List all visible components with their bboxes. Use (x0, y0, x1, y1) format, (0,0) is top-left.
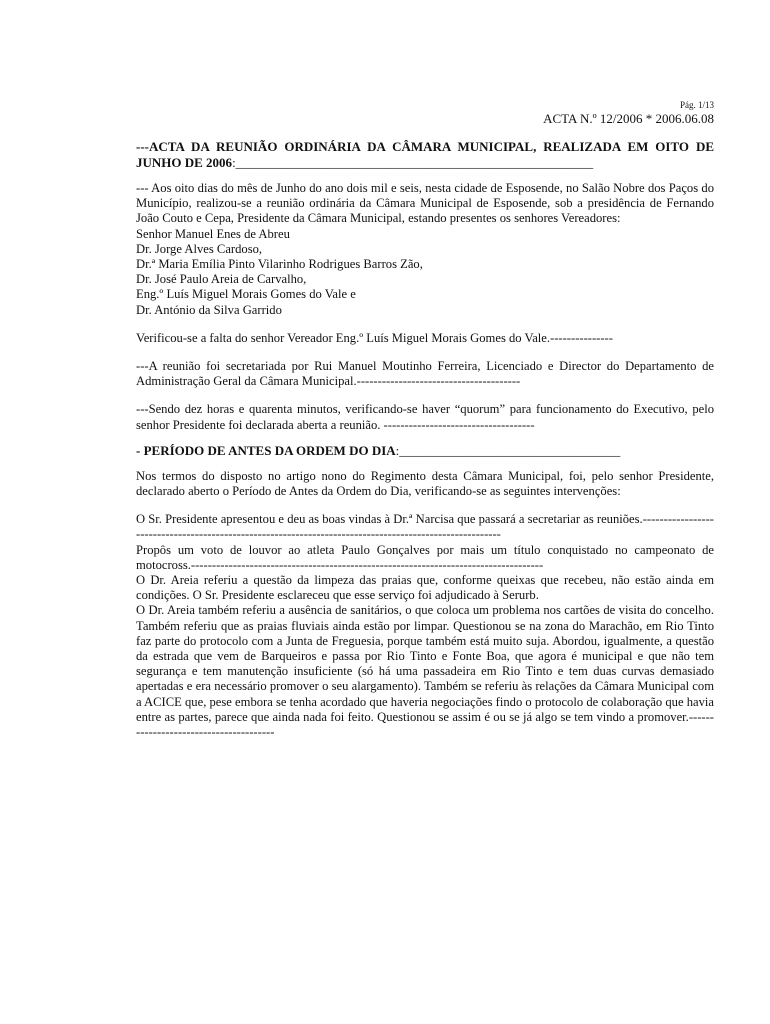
intervention-paragraph: Propôs um voto de louvor ao atleta Paulo Gonçalves por mais um título conquistado no campeonato de motocross.------------------------------------------------------------------------------------ (136, 542, 714, 572)
intervention-paragraph: O Dr. Areia referiu a questão da limpeza das praias que, conforme queixas que recebeu, não estão ainda em condições. O Sr. Presidente esclareceu que esse serviço foi adjudicado à Serurb. (136, 573, 714, 603)
section-heading (136, 443, 714, 459)
vereador-item: Dr. António da Silva Garrido (136, 302, 282, 317)
acta-number: ACTA N.º 12/2006 * 2006.06.08 (543, 111, 714, 126)
vereador-item: Dr. José Paulo Areia de Carvalho, (136, 272, 307, 287)
vereador-item: Dr.ª Maria Emília Pinto Vilarinho Rodrigues Barros Zão, (136, 257, 423, 272)
document-body (136, 100, 714, 740)
intervention-paragraph: O Dr. Areia também referiu a ausência de sanitários, o que coloca um problema nos cartões de visita do concelho. Também referiu que as praias fluviais ainda estão por limpar. Questionou se na zona do Marachão, em Rio Tinto faz parte do protocolo com a Junta de Freguesia, porque também está muito suja. Abordou, igualmente, a questão da estrada que vem de Barqueiros e passa por Rio Tinto e Fonte Boa, que agora é municipal e que não tem segurança e tem manutenção insuficiente (só há uma passadeira em Rio Tinto e tem duas curvas demasiado apertadas e era necessário promover o seu alargamento). Também se referiu às relações da Câmara Municipal com a ACICE que, pese embora se tenha acordado que haveria negociações findo o protocolo de colaboração que havia entre as partes, parece que ainda nada foi feito. Questionou se assim é ou se já algo se tem vindo a promover.--------------------------------------- (136, 603, 714, 740)
vereador-item: Senhor Manuel Enes de Abreu (136, 226, 290, 241)
intervention-paragraph: O Sr. Presidente apresentou e deu as boas vindas à Dr.ª Narcisa que passará a secretariar as reuniões.-------------------------------------------------------------------------------------------------------- (136, 512, 714, 542)
secretariada-paragraph: ---A reunião foi secretariada por Rui Manuel Moutinho Ferreira, Licenciado e Director do Departamento de Administração Geral da Câmara Municipal.--------------------------------------- (136, 359, 714, 389)
vereador-item: Eng.º Luís Miguel Morais Gomes do Vale e (136, 287, 356, 302)
intro-paragraph: --- Aos oito dias do mês de Junho do ano dois mil e seis, nesta cidade de Esposende, no Salão Nobre dos Paços do Município, realizou-se a reunião ordinária da Câmara Municipal de Esposende, sob a presidência de Fernando João Couto e Cepa, Presidente da Câmara Municipal, estando presentes os senhores Vereadores: (136, 181, 714, 226)
section-heading-underline: :__________________________________ (395, 442, 621, 458)
section-heading-text: - PERÍODO DE ANTES DA ORDEM DO DIA (136, 442, 396, 458)
falta-paragraph: Verificou-se a falta do senhor Vereador Eng.º Luís Miguel Morais Gomes do Vale.--------------- (136, 330, 613, 345)
quorum-paragraph: ---Sendo dez horas e quarenta minutos, verificando-se haver “quorum” para funcionamento do Executivo, pelo senhor Presidente foi declarada aberta a reunião. ------------------------------------ (136, 402, 714, 432)
vereador-item: Dr. Jorge Alves Cardoso, (136, 241, 263, 256)
document-title-underline: :_______________________________________________________ (232, 155, 594, 170)
vereadores-list (136, 227, 714, 318)
document-title-text: ---ACTA DA REUNIÃO ORDINÁRIA DA CÂMARA MUNICIPAL, REALIZADA EM OITO DE JUNHO DE 2006 (136, 139, 714, 170)
nos-termos-paragraph: Nos termos do disposto no artigo nono do Regimento desta Câmara Municipal, foi, pelo senhor Presidente, declarado aberto o Período de Antes da Ordem do Dia, verificando-se as seguintes intervenções: (136, 468, 714, 499)
document-title (136, 139, 714, 171)
page-number: Pág. 1/13 (679, 100, 714, 110)
